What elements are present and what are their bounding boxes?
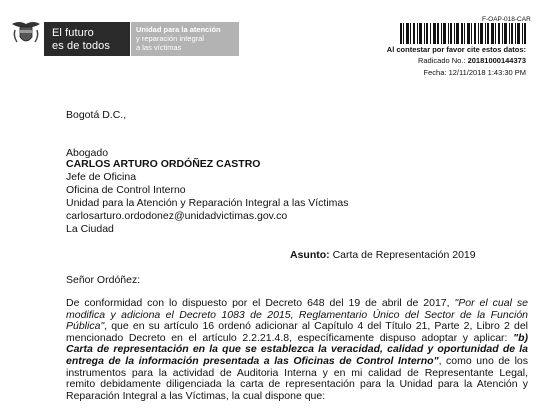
radicado-line xyxy=(418,56,526,65)
subject-label: Asunto: xyxy=(290,249,330,261)
greeting: Señor Ordóñez: xyxy=(66,274,141,286)
colombia-coat-of-arms-icon xyxy=(9,18,43,48)
body-line: modifica y adiciona el Decreto 1083 de 2015, Reglamentario Único del Sector de la Función xyxy=(66,308,528,321)
logo-line-1: El futuro xyxy=(52,27,94,39)
body-paragraph xyxy=(66,298,528,402)
recipient-email: carlosarturo.ordodonez@unidadvictimas.gov.co xyxy=(66,210,288,222)
city-date: Bogotá D.C., xyxy=(66,109,127,121)
body-text-bold-italic: entrega de la información presentada a las Oficinas de Control Interno" xyxy=(66,354,439,367)
cite-instruction: Al contestar por favor cite estos datos: xyxy=(386,45,526,54)
body-text: mencionado Decreto en el artículo 2.2.21.4.8, específicamente dispuso adoptar y aplicar: xyxy=(66,331,514,344)
body-line: Reparación Integral a las Víctimas, la cual dispone que: xyxy=(66,389,326,402)
barcode-icon xyxy=(400,23,526,44)
body-line xyxy=(66,298,528,310)
body-line: instrumentos para la actividad de Auditoria Interna y en mi calidad de Representante Legal, xyxy=(66,366,528,379)
recipient-unit: Unidad para la Atención y Reparación Integral a las Víctimas xyxy=(66,197,349,209)
radicado-label: Radicado No.: xyxy=(417,56,466,65)
recipient-office: Oficina de Control Interno xyxy=(66,184,186,196)
body-text-bold-italic: "b) xyxy=(513,331,528,344)
unit-line-1: Unidad para la atención xyxy=(136,25,221,34)
subject-line xyxy=(290,250,476,261)
fecha-value: 12/11/2018 1:43:30 PM xyxy=(448,68,526,77)
body-line: Carta de representación en la que se establezca la veracidad, calidad y oportunidad de la xyxy=(66,343,528,356)
unit-line-2: y reparación integral xyxy=(136,34,204,43)
unit-line-3: a las víctimas xyxy=(136,43,182,52)
fecha-line xyxy=(424,68,526,77)
form-code: F-OAP-018-CAR xyxy=(482,16,531,23)
body-text: , como uno de los xyxy=(438,354,528,367)
body-line xyxy=(66,356,528,368)
recipient-role: Jefe de Oficina xyxy=(66,171,137,183)
recipient-name: CARLOS ARTURO ORDÓÑEZ CASTRO xyxy=(66,158,261,170)
fecha-label: Fecha: xyxy=(423,68,447,77)
body-text-italic: Pública" xyxy=(66,320,105,333)
subject-value: Carta de Representación 2019 xyxy=(332,249,476,261)
recipient-city: La Ciudad xyxy=(66,223,114,235)
radicado-number: 20181000144373 xyxy=(467,56,526,65)
body-text: , que en su artículo 16 ordenó adicionar al Capítulo 4 del Título 21, Parte 2, Libro 2 del xyxy=(104,320,528,333)
body-text: De conformidad con lo dispuesto por el Decreto 648 del 19 de abril de 2017, xyxy=(66,297,455,309)
unidad-victimas-logo xyxy=(131,22,239,56)
recipient-title: Abogado xyxy=(66,147,109,159)
logo-line-2: es de todos xyxy=(52,40,110,52)
body-text-italic: "Por el cual se xyxy=(454,297,528,309)
body-line: remito debidamente diligenciada la carta de representación para la Unidad para la Atención y xyxy=(66,378,528,391)
el-futuro-logo xyxy=(44,22,130,56)
